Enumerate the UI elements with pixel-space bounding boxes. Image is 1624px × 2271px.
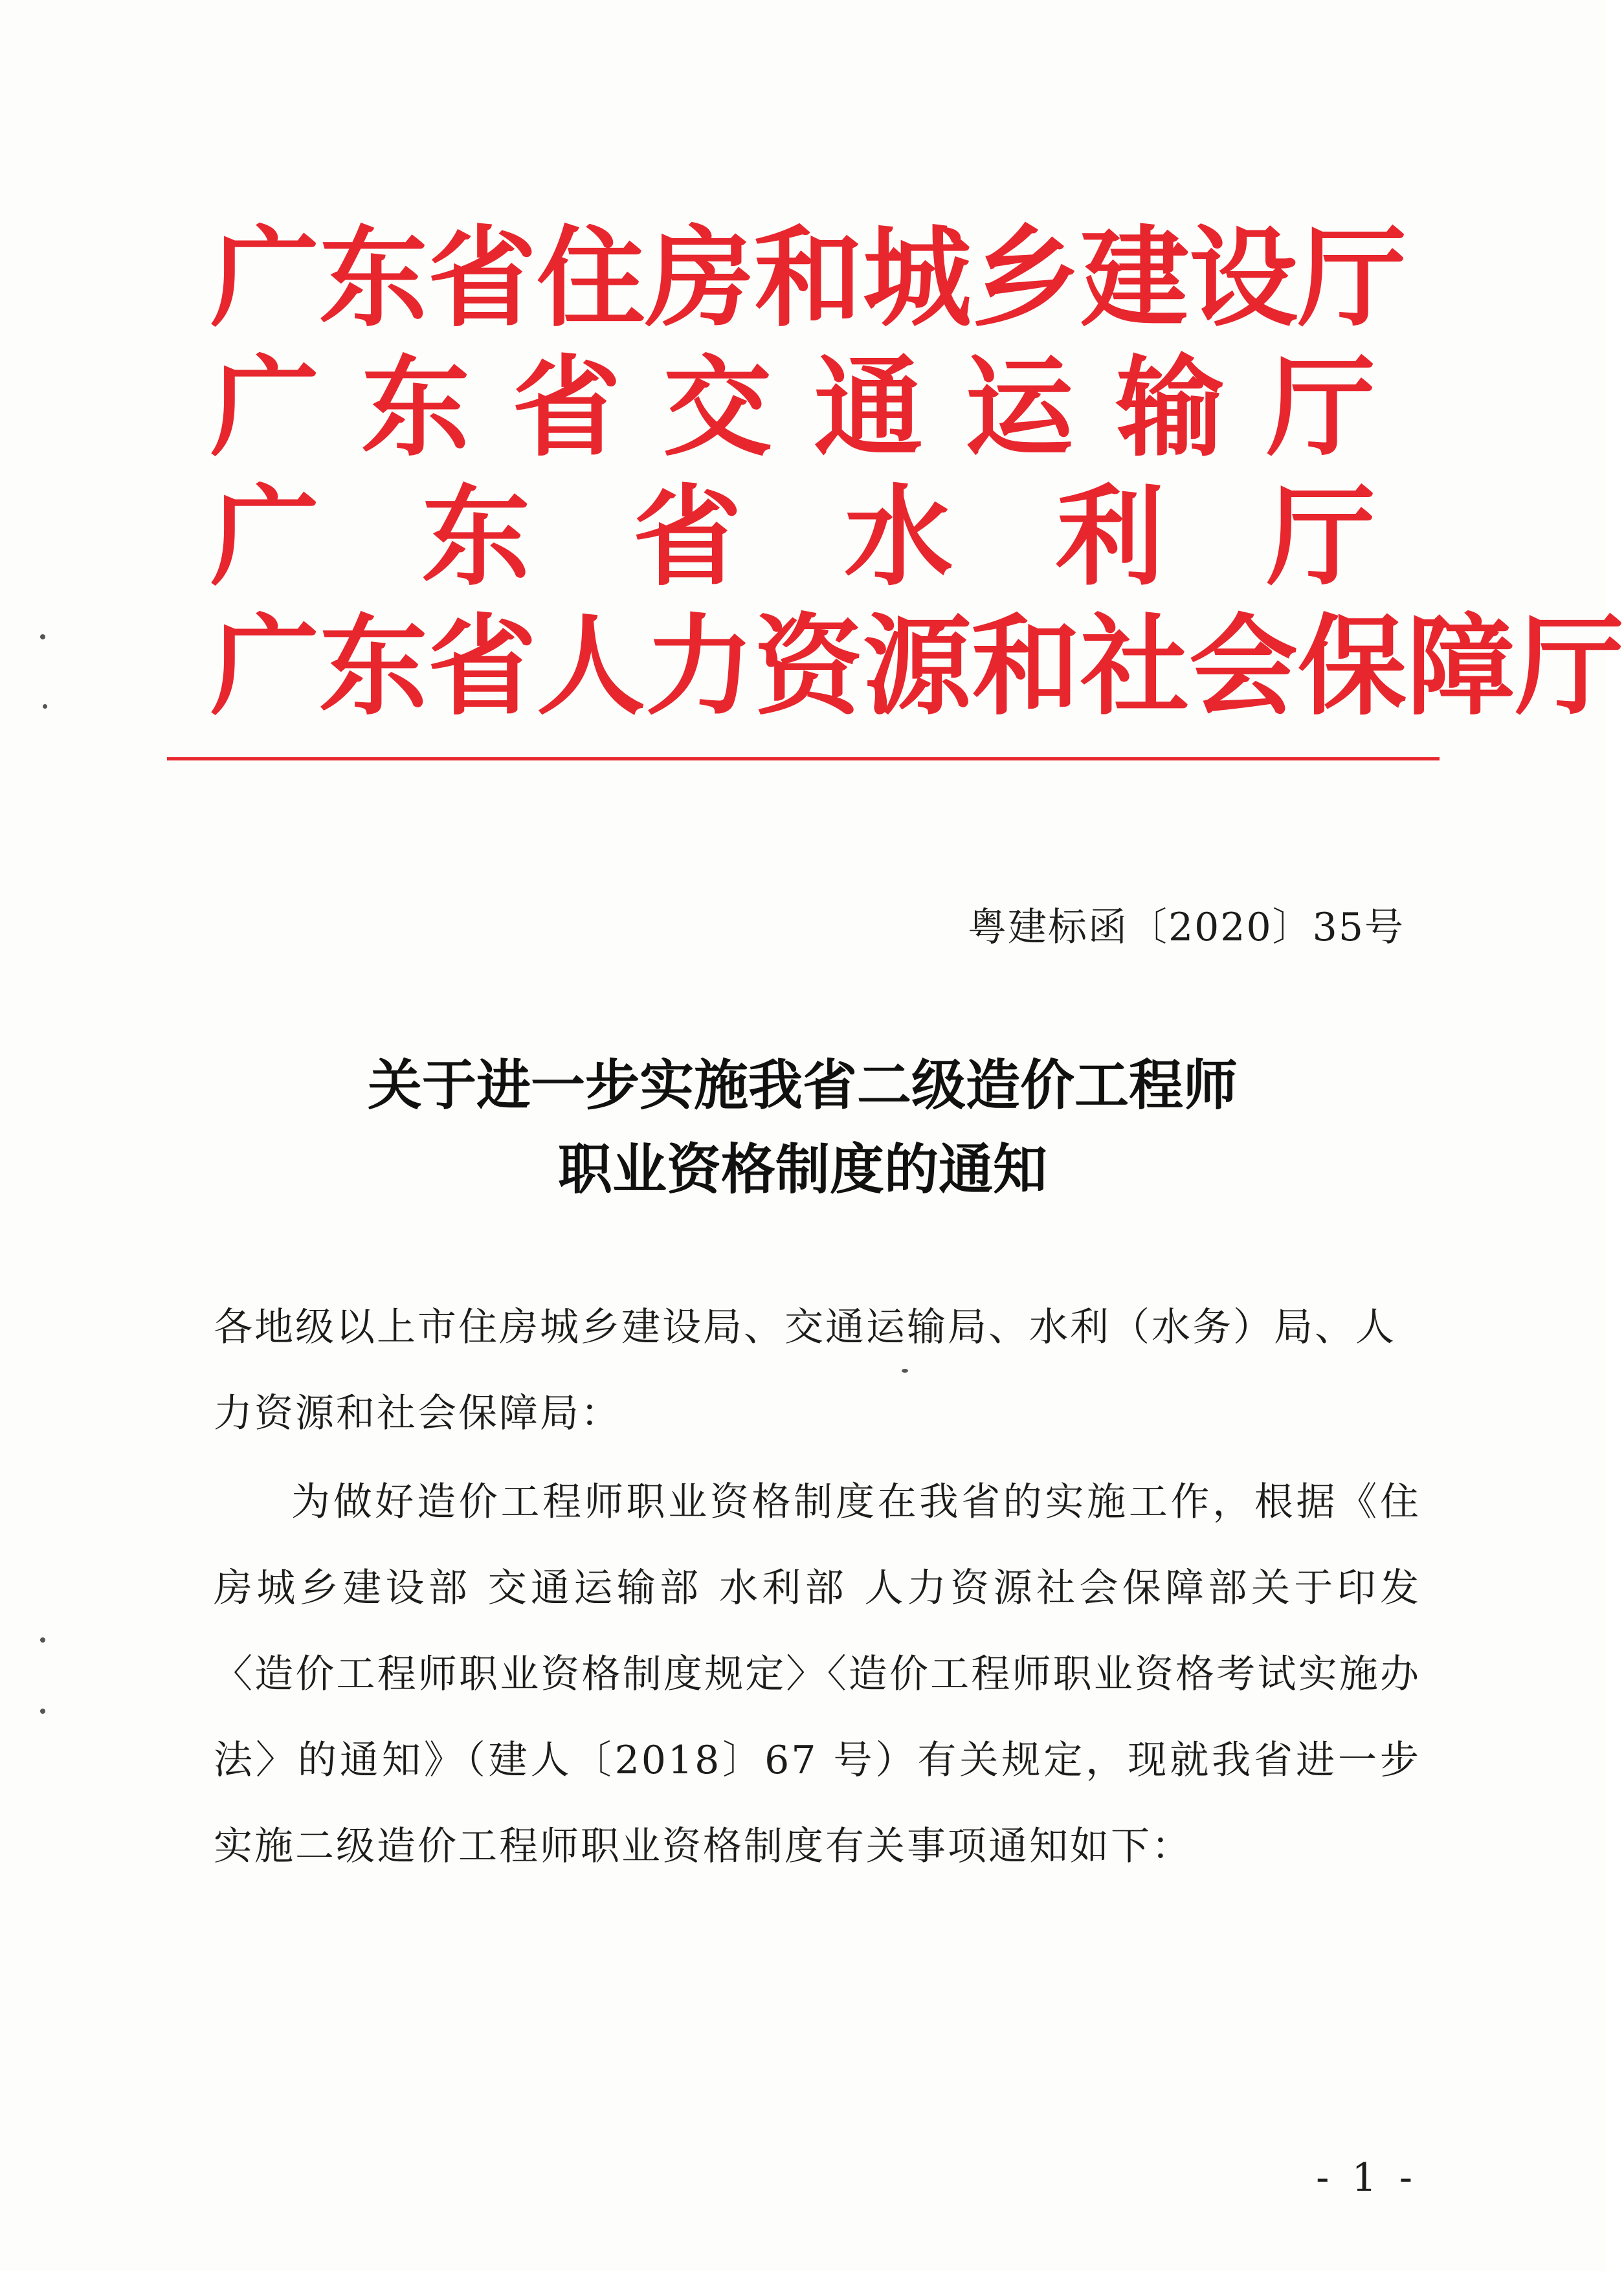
scan-speck <box>43 704 47 709</box>
letterhead-char: 会 <box>1189 603 1298 730</box>
letterhead-char: 广 <box>210 215 319 342</box>
letterhead-char: 厅 <box>1266 474 1375 601</box>
letterhead-char: 交 <box>663 344 772 471</box>
letterhead-char: 源 <box>863 603 972 730</box>
letterhead-char: 建 <box>1080 215 1189 342</box>
letterhead-char: 力 <box>645 603 754 730</box>
letterhead-char: 省 <box>512 344 621 471</box>
letterhead-char: 厅 <box>1298 215 1407 342</box>
letterhead-char: 省 <box>428 603 537 730</box>
document-number: 粤建标函〔2020〕35号 <box>967 905 1405 950</box>
letterhead-char: 运 <box>964 344 1074 471</box>
letterhead <box>210 214 1624 731</box>
scan-speck <box>40 1709 45 1714</box>
letterhead-char: 省 <box>632 474 742 601</box>
letterhead-char: 省 <box>428 215 537 342</box>
letterhead-char: 厅 <box>1266 344 1375 471</box>
salutation: 各地级以上市住房城乡建设局、交通运输局、水利（水务）局、人力资源和社会保障局： <box>214 1305 1396 1436</box>
letterhead-char: 和 <box>972 603 1080 730</box>
letterhead-divider <box>167 757 1440 760</box>
letterhead-char: 资 <box>754 603 863 730</box>
document-title-line-2: 职业资格制度的通知 <box>557 1137 1047 1201</box>
letterhead-char: 社 <box>1080 603 1189 730</box>
letterhead-char: 东 <box>319 603 428 730</box>
document-title-line-1: 关于进一步实施我省二级造价工程师 <box>367 1053 1238 1117</box>
scan-speck <box>40 634 45 639</box>
letterhead-char: 利 <box>1055 474 1164 601</box>
letterhead-char: 广 <box>210 603 319 730</box>
body-paragraph: 为做好造价工程师职业资格制度在我省的实施工作，根据《住房城乡建设部 交通运输部 水利部 人力资源社会保障部关于印发〈造价工程师职业资格制度规定〉〈造价工程师职业资格考试实施办法〉的通知》（建人〔2018〕67 号）有关规定，现就我省进一步实施二级造价工程师职业资格制度有关事项通知如下： <box>214 1479 1421 1869</box>
letterhead-char: 东 <box>421 474 531 601</box>
letterhead-char: 障 <box>1407 603 1515 730</box>
letterhead-char: 厅 <box>1515 603 1624 730</box>
letterhead-char: 和 <box>754 215 863 342</box>
letterhead-char: 城 <box>863 215 972 342</box>
agency-line-water <box>210 472 1375 602</box>
agency-line-housing <box>210 214 1407 343</box>
agency-line-hr <box>210 602 1624 731</box>
scan-speck <box>40 1637 45 1643</box>
letterhead-char: 设 <box>1189 215 1298 342</box>
letterhead-char: 广 <box>210 344 319 471</box>
letterhead-char: 水 <box>844 474 953 601</box>
page-number: - 1 - <box>1316 2155 1418 2200</box>
letterhead-char: 住 <box>537 215 645 342</box>
letterhead-char: 东 <box>361 344 471 471</box>
letterhead-char: 人 <box>537 603 645 730</box>
letterhead-char: 广 <box>210 474 319 601</box>
letterhead-char: 东 <box>319 215 428 342</box>
letterhead-char: 保 <box>1298 603 1407 730</box>
letterhead-char: 通 <box>814 344 923 471</box>
letterhead-char: 输 <box>1115 344 1225 471</box>
letterhead-char: 房 <box>645 215 754 342</box>
letterhead-char: 乡 <box>972 215 1080 342</box>
agency-line-transport <box>210 343 1375 472</box>
scan-speck <box>902 1369 908 1373</box>
